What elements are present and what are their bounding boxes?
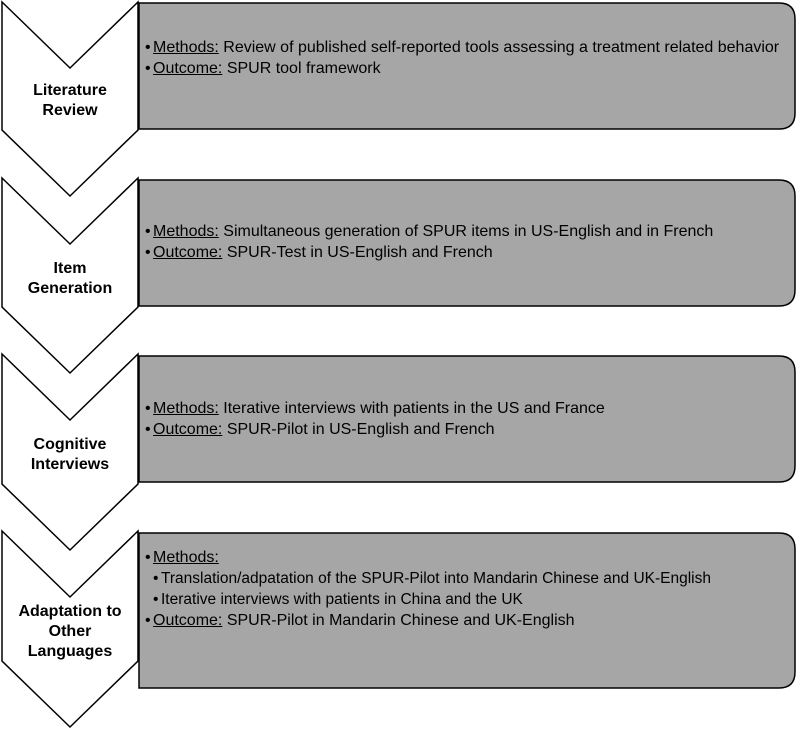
bullet-item [145, 398, 790, 419]
bullet-item [145, 221, 790, 242]
sub-bullet-item [145, 568, 790, 589]
stage-label-line: Interviews [30, 456, 110, 473]
row-label: Methods: [153, 223, 219, 240]
bullet-icon: • [153, 591, 159, 608]
bullet-item [145, 547, 790, 568]
stage-label-item-generation [2, 259, 138, 299]
stage-label-line: Generation [27, 280, 113, 297]
bullet-icon: • [145, 612, 151, 629]
row-text: Iterative interviews with patients in China and the UK [161, 591, 523, 608]
bullet-item [145, 242, 790, 263]
row-text: Translation/adpatation of the SPUR-Pilot into Mandarin Chinese and UK-English [161, 570, 711, 587]
stage-details-item-generation [145, 221, 790, 263]
bullet-item [145, 58, 790, 79]
stage-label-line: Review [42, 102, 98, 119]
stage-label-cognitive-interviews [2, 435, 138, 475]
bullet-icon: • [145, 244, 151, 261]
stage-label-adaptation [2, 602, 138, 662]
row-text: Iterative interviews with patients in the US and France [223, 400, 605, 417]
row-text: SPUR-Pilot in US-English and French [226, 421, 495, 438]
bullet-icon: • [145, 549, 151, 566]
bullet-icon: • [153, 570, 159, 587]
sub-bullet-item [145, 589, 790, 610]
row-text: Review of published self-reported tools assessing a treatment related behavior [223, 39, 780, 56]
row-label: Outcome: [153, 60, 223, 77]
row-text: SPUR-Test in US-English and French [226, 244, 493, 261]
bullet-icon: • [145, 60, 151, 77]
bullet-item [145, 419, 790, 440]
bullet-icon: • [145, 223, 151, 240]
stage-label-line: Languages [27, 643, 113, 660]
stage-label-line: Item [53, 260, 87, 277]
stage-label-line: Adaptation to [18, 603, 122, 620]
bullet-icon: • [145, 421, 151, 438]
stage-label-line: Other [48, 623, 92, 640]
stage-details-cognitive-interviews [145, 398, 790, 440]
bullet-icon: • [145, 400, 151, 417]
row-label: Methods: [153, 400, 219, 417]
bullet-item [145, 610, 790, 631]
stage-details-adaptation [145, 547, 790, 631]
stage-label-line: Literature [33, 82, 107, 99]
row-text: Simultaneous generation of SPUR items in US-English and in French [223, 223, 714, 240]
row-label: Outcome: [153, 612, 223, 629]
bullet-icon: • [145, 39, 151, 56]
stage-details-literature-review [145, 37, 790, 79]
row-text: SPUR-Pilot in Mandarin Chinese and UK-English [226, 612, 575, 629]
row-label: Outcome: [153, 244, 223, 261]
row-label: Methods: [153, 549, 219, 566]
row-label: Methods: [153, 39, 219, 56]
row-label: Outcome: [153, 421, 223, 438]
stage-label-literature-review [2, 81, 138, 121]
bullet-item [145, 37, 790, 58]
row-text: SPUR tool framework [226, 60, 381, 77]
stage-label-line: Cognitive [33, 436, 107, 453]
